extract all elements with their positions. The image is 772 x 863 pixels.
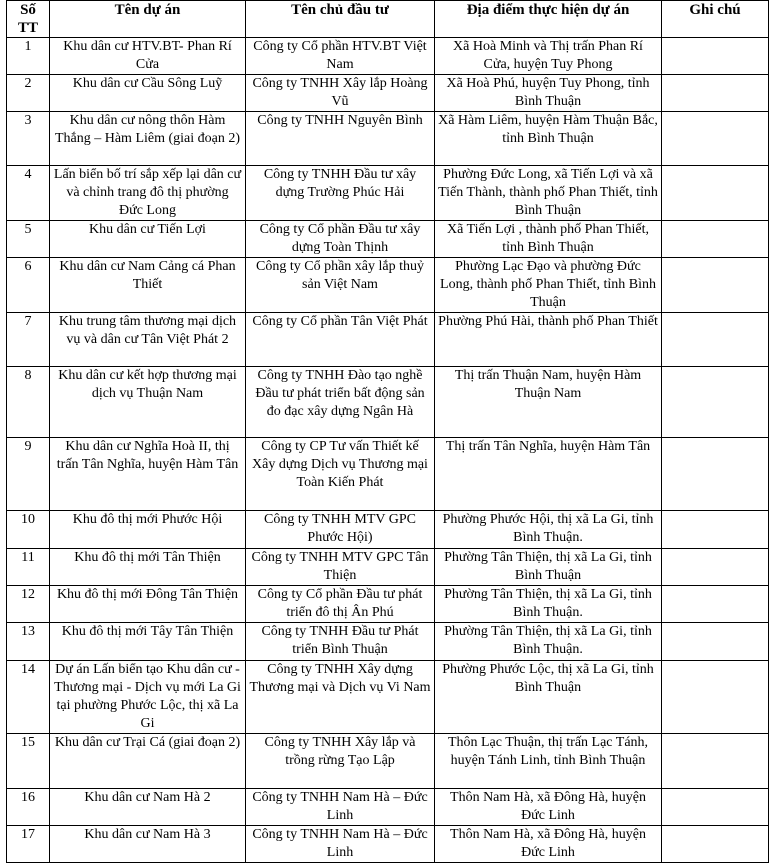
cell-location: Xã Tiến Lợi , thành phố Phan Thiết, tỉnh Bình Thuận [435,221,662,258]
cell-stt: 8 [7,367,50,438]
cell-project-name: Khu trung tâm thương mại dịch vụ và dân cư Tân Việt Phát 2 [50,313,246,367]
cell-location: Thị trấn Tân Nghĩa, huyện Hàm Tân [435,438,662,511]
cell-note [662,511,769,549]
cell-note [662,221,769,258]
table-row [7,38,769,75]
cell-stt: 9 [7,438,50,511]
table-header-row [7,1,769,38]
cell-investor: Công ty Cổ phần Đầu tư phát triển đô thị Ân Phú [246,586,435,623]
cell-investor: Công ty Cổ phần HTV.BT Việt Nam [246,38,435,75]
cell-location: Phường Lạc Đạo và phường Đức Long, thành phố Phan Thiết, tỉnh Bình Thuận [435,258,662,313]
cell-investor: Công ty TNHH Đào tạo nghề Đầu tư phát triển bất động sản đo đạc xây dựng Ngân Hà [246,367,435,438]
cell-location: Phường Tân Thiện, thị xã La Gi, tỉnh Bình Thuận. [435,586,662,623]
table-row [7,789,769,826]
cell-note [662,734,769,789]
cell-note [662,789,769,826]
cell-project-name: Khu dân cư nông thôn Hàm Thắng – Hàm Liêm (giai đoạn 2) [50,112,246,166]
cell-project-name: Khu dân cư Nam Cảng cá Phan Thiết [50,258,246,313]
cell-project-name: Khu dân cư Cầu Sông Luỹ [50,75,246,112]
cell-location: Thôn Nam Hà, xã Đông Hà, huyện Đức Linh [435,789,662,826]
cell-stt: 1 [7,38,50,75]
cell-location: Thị trấn Thuận Nam, huyện Hàm Thuận Nam [435,367,662,438]
cell-stt: 4 [7,166,50,221]
cell-stt: 13 [7,623,50,661]
header-stt: Số TT [7,1,50,38]
header-project-name: Tên dự án [50,1,246,38]
cell-project-name: Khu dân cư Nam Hà 2 [50,789,246,826]
table-row [7,623,769,661]
projects-table [6,0,769,863]
cell-note [662,661,769,734]
table-row [7,661,769,734]
cell-project-name: Khu đô thị mới Đông Tân Thiện [50,586,246,623]
table-row [7,438,769,511]
cell-project-name: Khu dân cư kết hợp thương mại dịch vụ Thuận Nam [50,367,246,438]
cell-stt: 12 [7,586,50,623]
table-row [7,511,769,549]
table-row [7,734,769,789]
cell-project-name: Lấn biển bố trí sắp xếp lại dân cư và chỉnh trang đô thị phường Đức Long [50,166,246,221]
cell-investor: Công ty TNHH MTV GPC Phước Hội) [246,511,435,549]
cell-investor: Công ty Cổ phần xây lắp thuỷ sản Việt Nam [246,258,435,313]
cell-investor: Công ty TNHH Nam Hà – Đức Linh [246,826,435,863]
cell-investor: Công ty Cổ phần Tân Việt Phát [246,313,435,367]
header-investor: Tên chủ đầu tư [246,1,435,38]
table-row [7,75,769,112]
cell-stt: 3 [7,112,50,166]
cell-location: Phường Phước Lộc, thị xã La Gi, tỉnh Bình Thuận [435,661,662,734]
cell-note [662,313,769,367]
cell-project-name: Khu đô thị mới Tân Thiện [50,549,246,586]
cell-note [662,38,769,75]
table-row [7,313,769,367]
cell-investor: Công ty TNHH Nguyên Bình [246,112,435,166]
table-row [7,221,769,258]
cell-stt: 17 [7,826,50,863]
table-row [7,549,769,586]
cell-project-name: Khu dân cư Trại Cá (giai đoạn 2) [50,734,246,789]
cell-stt: 15 [7,734,50,789]
cell-location: Thôn Nam Hà, xã Đông Hà, huyện Đức Linh [435,826,662,863]
cell-stt: 5 [7,221,50,258]
header-note: Ghi chú [662,1,769,38]
cell-investor: Công ty TNHH Xây dựng Thương mại và Dịch vụ Vi Nam [246,661,435,734]
table-row [7,586,769,623]
table-row [7,367,769,438]
cell-location: Phường Tân Thiện, thị xã La Gi, tỉnh Bình Thuận [435,549,662,586]
cell-note [662,112,769,166]
cell-investor: Công ty TNHH Xây lắp Hoàng Vũ [246,75,435,112]
cell-note [662,258,769,313]
cell-note [662,623,769,661]
cell-stt: 16 [7,789,50,826]
table-row [7,112,769,166]
table-row [7,258,769,313]
cell-location: Phường Tân Thiện, thị xã La Gi, tỉnh Bình Thuận. [435,623,662,661]
cell-stt: 7 [7,313,50,367]
table-row [7,166,769,221]
cell-project-name: Khu đô thị mới Tây Tân Thiện [50,623,246,661]
cell-note [662,367,769,438]
cell-stt: 11 [7,549,50,586]
cell-location: Phường Phước Hội, thị xã La Gi, tỉnh Bình Thuận. [435,511,662,549]
cell-project-name: Khu dân cư HTV.BT- Phan Rí Cửa [50,38,246,75]
cell-note [662,75,769,112]
cell-location: Xã Hàm Liêm, huyện Hàm Thuận Bắc, tỉnh Bình Thuận [435,112,662,166]
header-location: Địa điểm thực hiện dự án [435,1,662,38]
cell-project-name: Khu dân cư Nam Hà 3 [50,826,246,863]
cell-investor: Công ty Cổ phần Đầu tư xây dựng Toàn Thịnh [246,221,435,258]
cell-investor: Công ty TNHH Nam Hà – Đức Linh [246,789,435,826]
cell-project-name: Dự án Lấn biển tạo Khu dân cư - Thương mại - Dịch vụ mới La Gi tại phường Phước Lộc, thị xã La Gi [50,661,246,734]
cell-note [662,166,769,221]
cell-location: Xã Hoà Phú, huyện Tuy Phong, tỉnh Bình Thuận [435,75,662,112]
cell-investor: Công ty TNHH Đầu tư xây dựng Trường Phúc Hải [246,166,435,221]
cell-investor: Công ty TNHH MTV GPC Tân Thiện [246,549,435,586]
cell-location: Phường Đức Long, xã Tiến Lợi và xã Tiến Thành, thành phố Phan Thiết, tỉnh Bình Thuận [435,166,662,221]
table-body [7,38,769,863]
cell-investor: Công ty TNHH Đầu tư Phát triển Bình Thuận [246,623,435,661]
cell-location: Thôn Lạc Thuận, thị trấn Lạc Tánh, huyện Tánh Linh, tỉnh Bình Thuận [435,734,662,789]
cell-investor: Công ty CP Tư vấn Thiết kế Xây dựng Dịch vụ Thương mại Toàn Kiến Phát [246,438,435,511]
cell-stt: 14 [7,661,50,734]
cell-investor: Công ty TNHH Xây lắp và trồng rừng Tạo Lập [246,734,435,789]
cell-note [662,438,769,511]
cell-location: Phường Phú Hài, thành phố Phan Thiết [435,313,662,367]
cell-stt: 2 [7,75,50,112]
cell-note [662,586,769,623]
cell-stt: 10 [7,511,50,549]
cell-stt: 6 [7,258,50,313]
cell-project-name: Khu dân cư Tiến Lợi [50,221,246,258]
cell-project-name: Khu dân cư Nghĩa Hoà II, thị trấn Tân Nghĩa, huyện Hàm Tân [50,438,246,511]
cell-location: Xã Hoà Minh và Thị trấn Phan Rí Cửa, huyện Tuy Phong [435,38,662,75]
cell-note [662,549,769,586]
cell-project-name: Khu đô thị mới Phước Hội [50,511,246,549]
